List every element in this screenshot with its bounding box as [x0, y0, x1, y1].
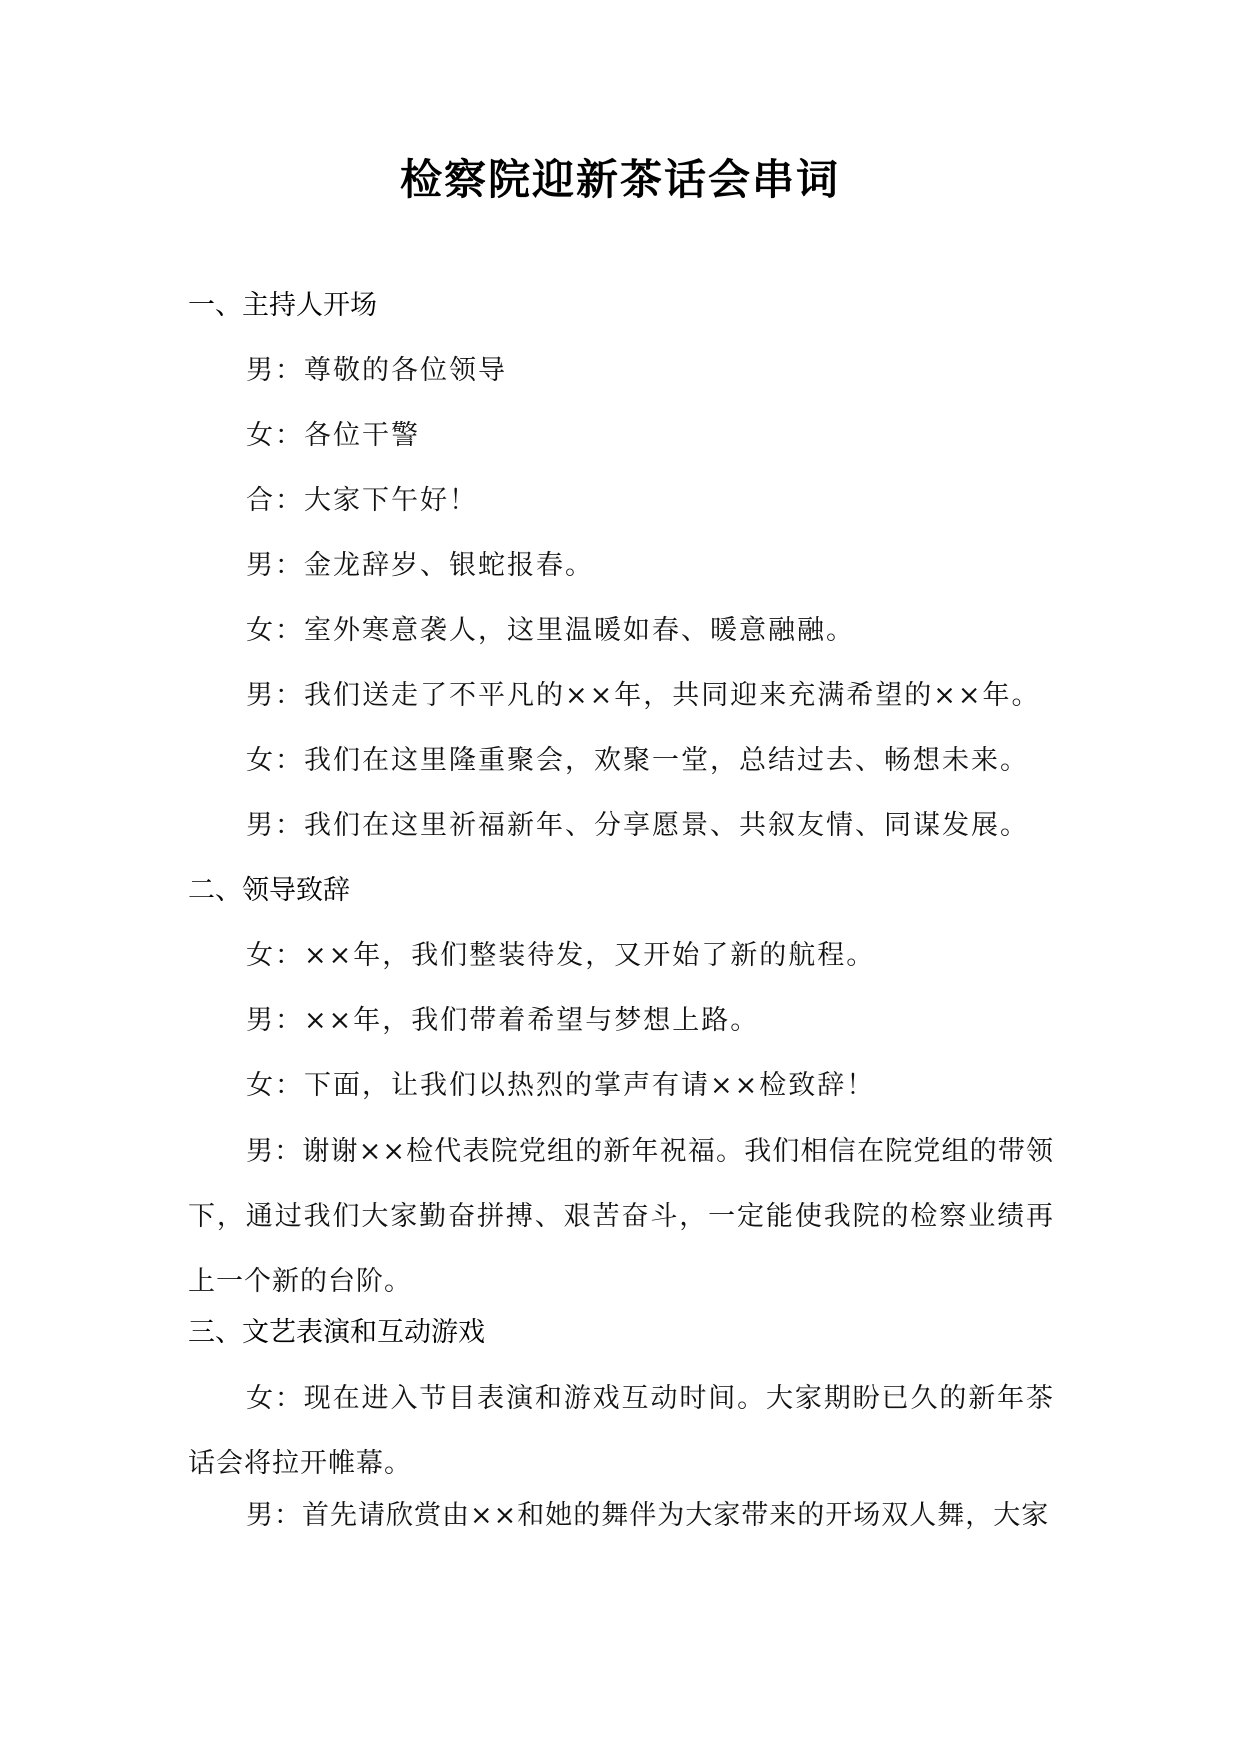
dialogue-line: 男：我们在这里祈福新年、分享愿景、共叙友情、同谋发展。 [246, 810, 1029, 841]
dialogue-line: 男：××年，我们带着希望与梦想上路。 [246, 1005, 760, 1036]
dialogue-paragraph: 男：谢谢××检代表院党组的新年祝福。我们相信在院党组的带领下，通过我们大家勤奋拼搏、艰苦奋斗，一定能使我院的检察业绩再上一个新的台阶。 [188, 1136, 1054, 1297]
dialogue-line: 男：我们送走了不平凡的××年，共同迎来充满希望的××年。 [246, 680, 1041, 711]
dialogue-line: 女：室外寒意袭人，这里温暖如春、暖意融融。 [246, 615, 855, 646]
dialogue-line: 女：各位干警 [246, 420, 420, 451]
section-heading-performances: 三、文艺表演和互动游戏 [188, 1317, 485, 1348]
dialogue-line: 女：下面，让我们以热烈的掌声有请××检致辞！ [246, 1070, 876, 1101]
dialogue-line: 女：我们在这里隆重聚会，欢聚一堂，总结过去、畅想未来。 [246, 745, 1029, 776]
dialogue-line: 女：××年，我们整装待发，又开始了新的航程。 [246, 940, 876, 971]
document-title: 检察院迎新茶话会串词 [399, 155, 840, 204]
section-heading-leader-speech: 二、领导致辞 [188, 875, 350, 906]
dialogue-line: 男：金龙辞岁、银蛇报春。 [246, 550, 594, 581]
dialogue-line: 男：尊敬的各位领导 [246, 355, 507, 386]
document-body [188, 287, 1054, 1548]
dialogue-paragraph: 女：现在进入节目表演和游戏互动时间。大家期盼已久的新年茶话会将拉开帷幕。 [188, 1383, 1054, 1479]
section-heading-opening: 一、主持人开场 [188, 290, 377, 321]
dialogue-line: 合：大家下午好！ [246, 485, 478, 516]
dialogue-paragraph: 男：首先请欣赏由××和她的舞伴为大家带来的开场双人舞，大家 [246, 1500, 1050, 1531]
